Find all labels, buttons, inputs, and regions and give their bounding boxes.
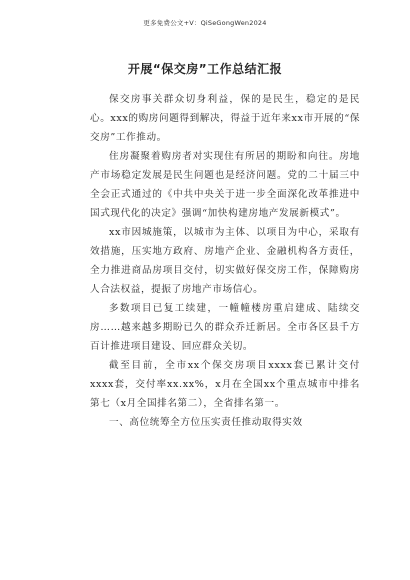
document-title: 开展“保交房”工作总结汇报 <box>127 62 283 76</box>
paragraph-2: 住房凝聚着购房者对实现住有所居的期盼和向往。房地产市场稳定发展是民生问题也是经济问题。党的二十届三中全会正式通过的《中共中央关于进一步全面深化改革推进中国式现代化的决定》强调“加快构建房地产发展新模式”。 <box>90 151 360 219</box>
paragraph-5: 截至目前，全市xx个保交房项目xxxx套已累计交付xxxx套，交付率xx.xx%，x月在全国xx个重点城市中排名第七（x月全国排名第二），全省排名第一。 <box>90 360 360 409</box>
document-body <box>90 90 360 432</box>
section-heading: 一、高位统筹全方位压实责任推动取得实效 <box>109 417 303 428</box>
paragraph-3: xx市因城施策，以城市为主体、以项目为中心，采取有效措施，压实地方政府、房地产企业、金融机构各方责任，全力推进商品房项目交付，切实做好保交房工作，保障购房人合法权益，提振了房地产市场信心。 <box>90 227 360 295</box>
paragraph-4: 多数项目已复工续建，一幢幢楼房重启建成、陆续交房……越来越多期盼已久的群众乔迁新居。全市各区县千方百计推进项目建设、回应群众关切。 <box>90 303 360 352</box>
paragraph-1: 保交房事关群众切身利益，保的是民生，稳定的是民心。xxx的购房问题得到解决，得益于近年来xx市开展的“保交房”工作推动。 <box>90 94 361 143</box>
header-note: 更多免费公文+V：QiSeGongWen2024 <box>143 19 267 27</box>
